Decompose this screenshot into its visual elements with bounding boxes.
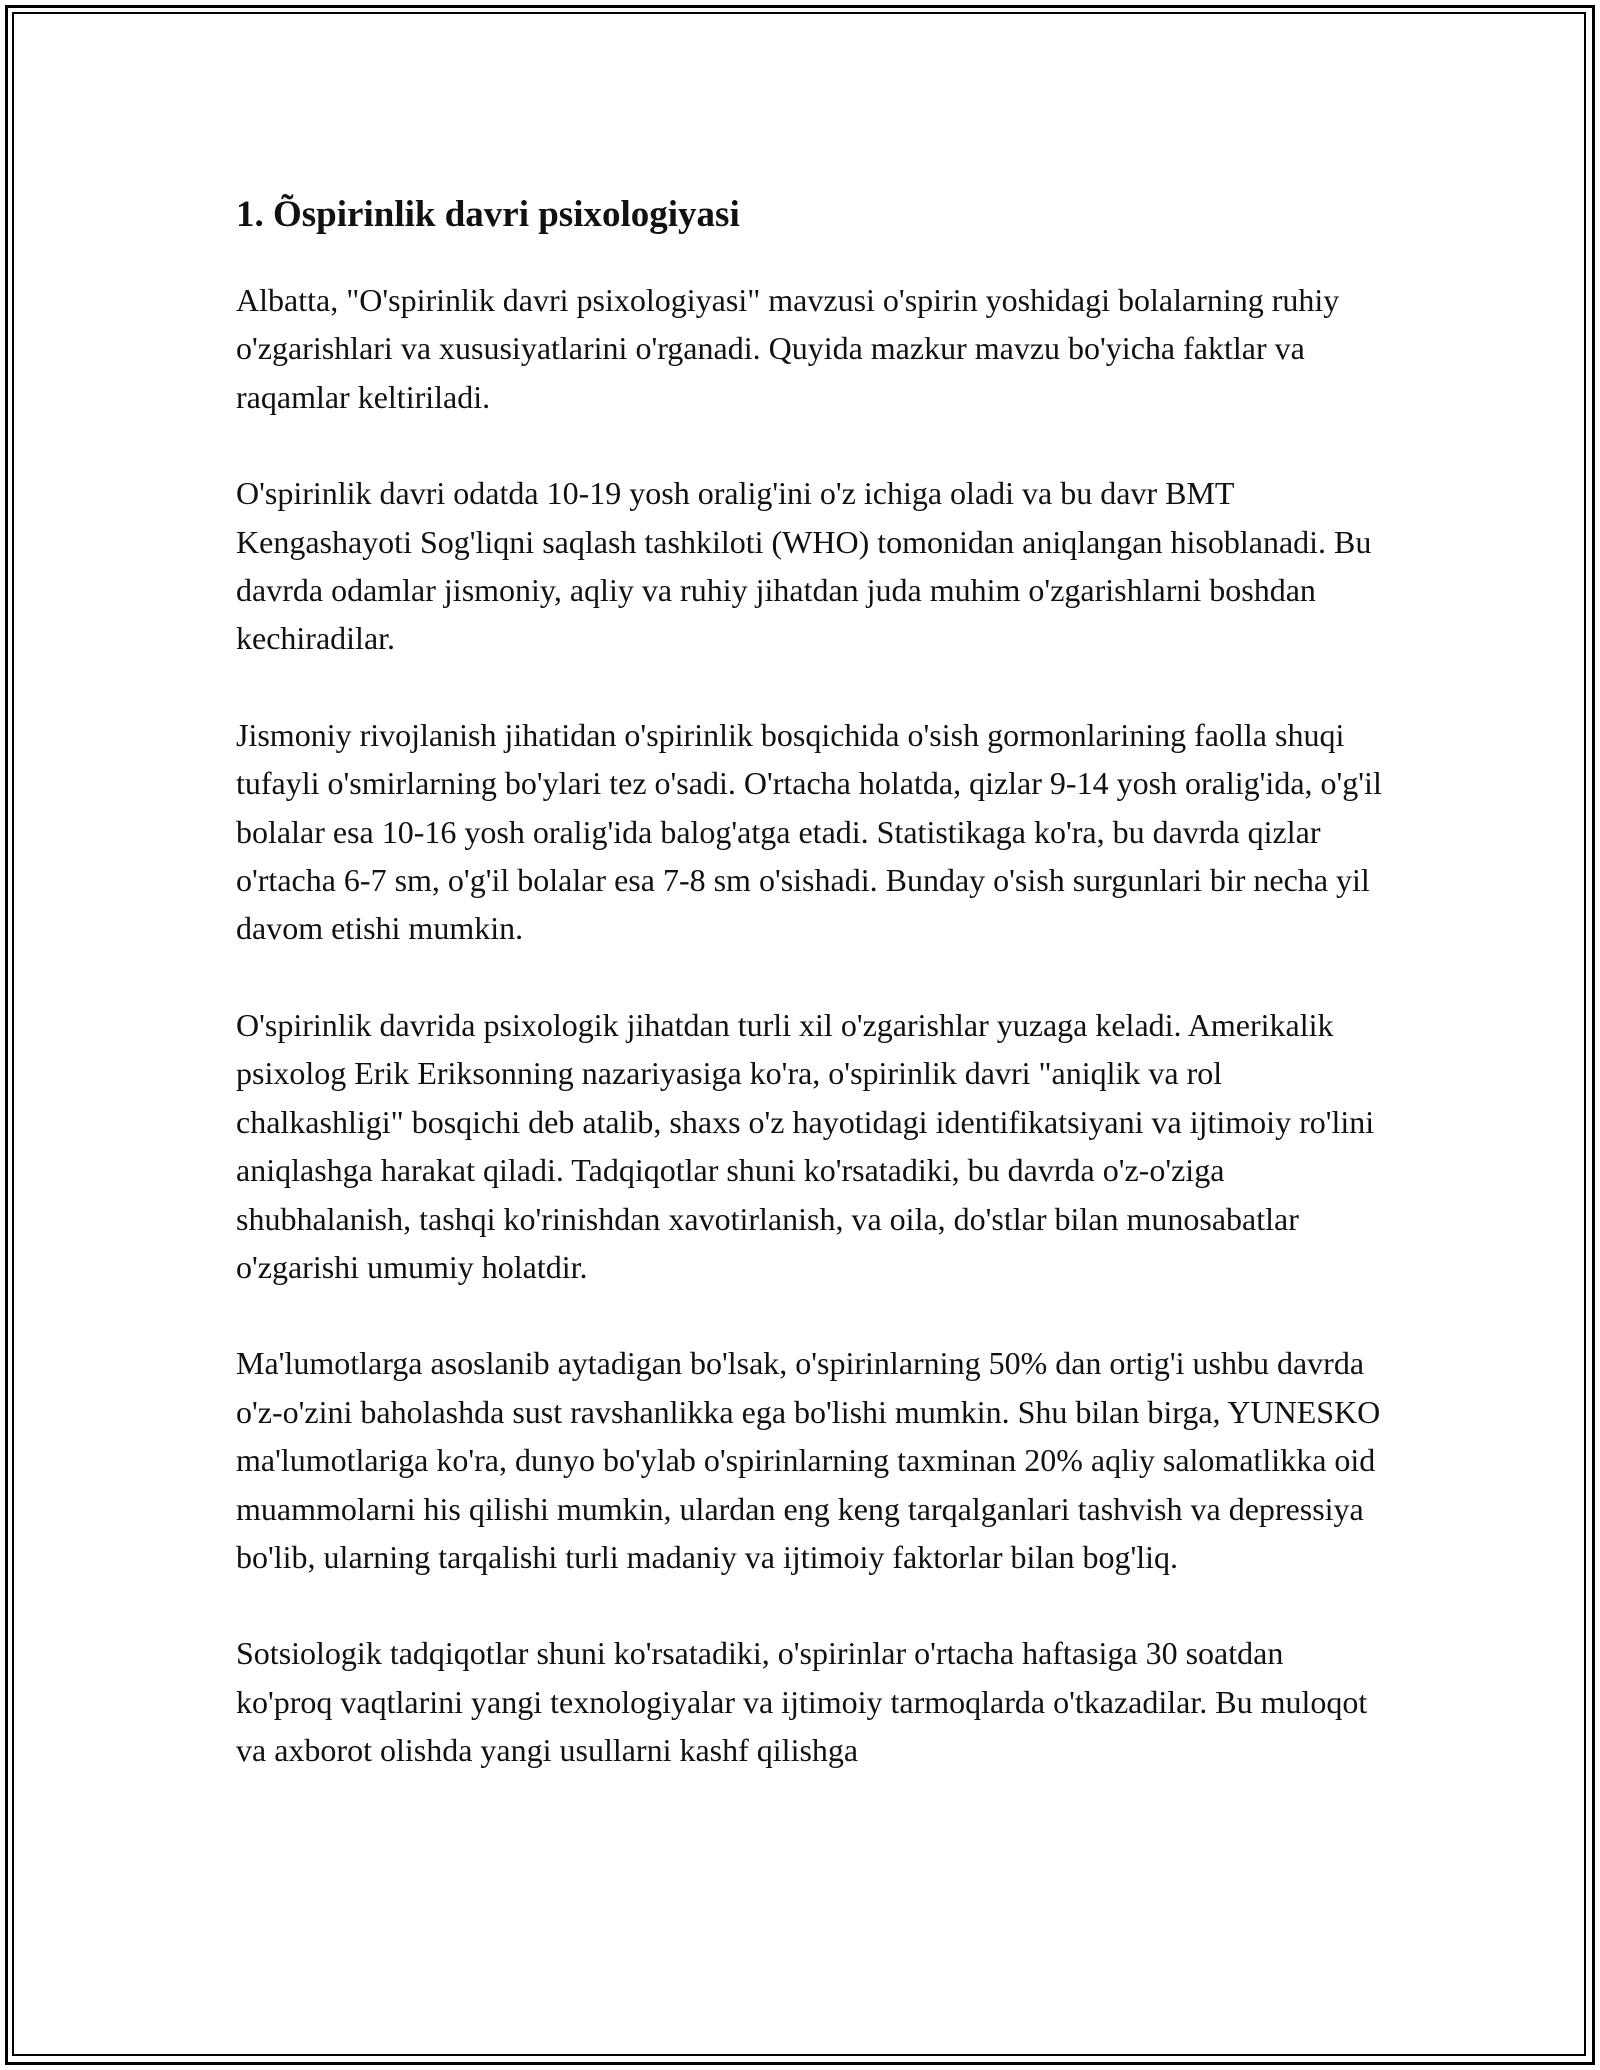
document-body (236, 180, 1386, 1823)
paragraph-physical-development: Jismoniy rivojlanish jihatidan o'spirinlik bosqichida o'sish gormonlarining faolla shuqi tufayli o'smirlarning bo'ylari tez o'sadi. O'rtacha holatda, qizlar 9-14 yosh oralig'ida, o'g'il bolalar esa 10-16 yosh oralig'ida balog'atga etadi. Statistikaga ko'ra, bu davrda qizlar o'rtacha 6-7 sm, o'g'il bolalar esa 7-8 sm o'sishadi. Bunday o'sish surgunlari bir necha yil davom etishi mumkin. (236, 716, 1382, 947)
paragraph-age-range: O'spirinlik davri odatda 10-19 yosh oralig'ini o'z ichiga oladi va bu davr BMT Kengashayoti Sog'liqni saqlash tashkiloti (WHO) tomonidan aniqlangan hisoblanadi. Bu davrda odamlar jismoniy, aqliy va ruhiy jihatdan juda muhim o'zgarishlarni boshdan kechiradilar. (236, 475, 1372, 657)
paragraph-sociological: Sotsiologik tadqiqotlar shuni ko'rsatadiki, o'spirinlar o'rtacha haftasiga 30 soatdan ko'proq vaqtlarini yangi texnologiyalar va ijtimoiy tarmoqlarda o'tkazadilar. Bu muloqot va axborot olishda yangi usullarni kashf qilishga (236, 1635, 1368, 1769)
paragraph-intro: Albatta, "O'spirinlik davri psixologiyasi" mavzusi o'spirin yoshidagi bolalarning ruhiy o'zgarishlari va xususiyatlarini o'rganadi. Quyida mazkur mavzu bo'yicha faktlar va raqamlar keltiriladi. (236, 282, 1340, 415)
paragraph-statistics: Ma'lumotlarga asoslanib aytadigan bo'lsak, o'spirinlarning 50% dan ortig'i ushbu davrda o'z-o'zini baholashda sust ravshanlikka ega bo'lishi mumkin. Shu bilan birga, YUNESKO ma'lumotlariga ko'ra, dunyo bo'ylab o'spirinlarning taxminan 20% aqliy salomatlikka oid muammolarni his qilishi mumkin, ulardan eng keng tarqalganlari tashvish va depressiya bo'lib, ularning tarqalishi turli madaniy va ijtimoiy faktorlar bilan bog'liq. (236, 1345, 1381, 1575)
paragraph-psychological-changes: O'spirinlik davrida psixologik jihatdan turli xil o'zgarishlar yuzaga keladi. Amerikalik psixolog Erik Eriksonning nazariyasiga ko'ra, o'spirinlik davri "aniqlik va rol chalkashligi" bosqichi deb atalib, shaxs o'z hayotidagi identifikatsiyani va ijtimoiy ro'lini aniqlashga harakat qiladi. Tadqiqotlar shuni ko'rsatadiki, bu davrda o'z-o'ziga shubhalanish, tashqi ko'rinishdan xavotirlanish, va oila, do'stlar bilan munosabatlar o'zgarishi umumiy holatdir. (236, 1006, 1375, 1285)
document-title: 1. Õspirinlik davri psixologiyasi (236, 194, 740, 235)
